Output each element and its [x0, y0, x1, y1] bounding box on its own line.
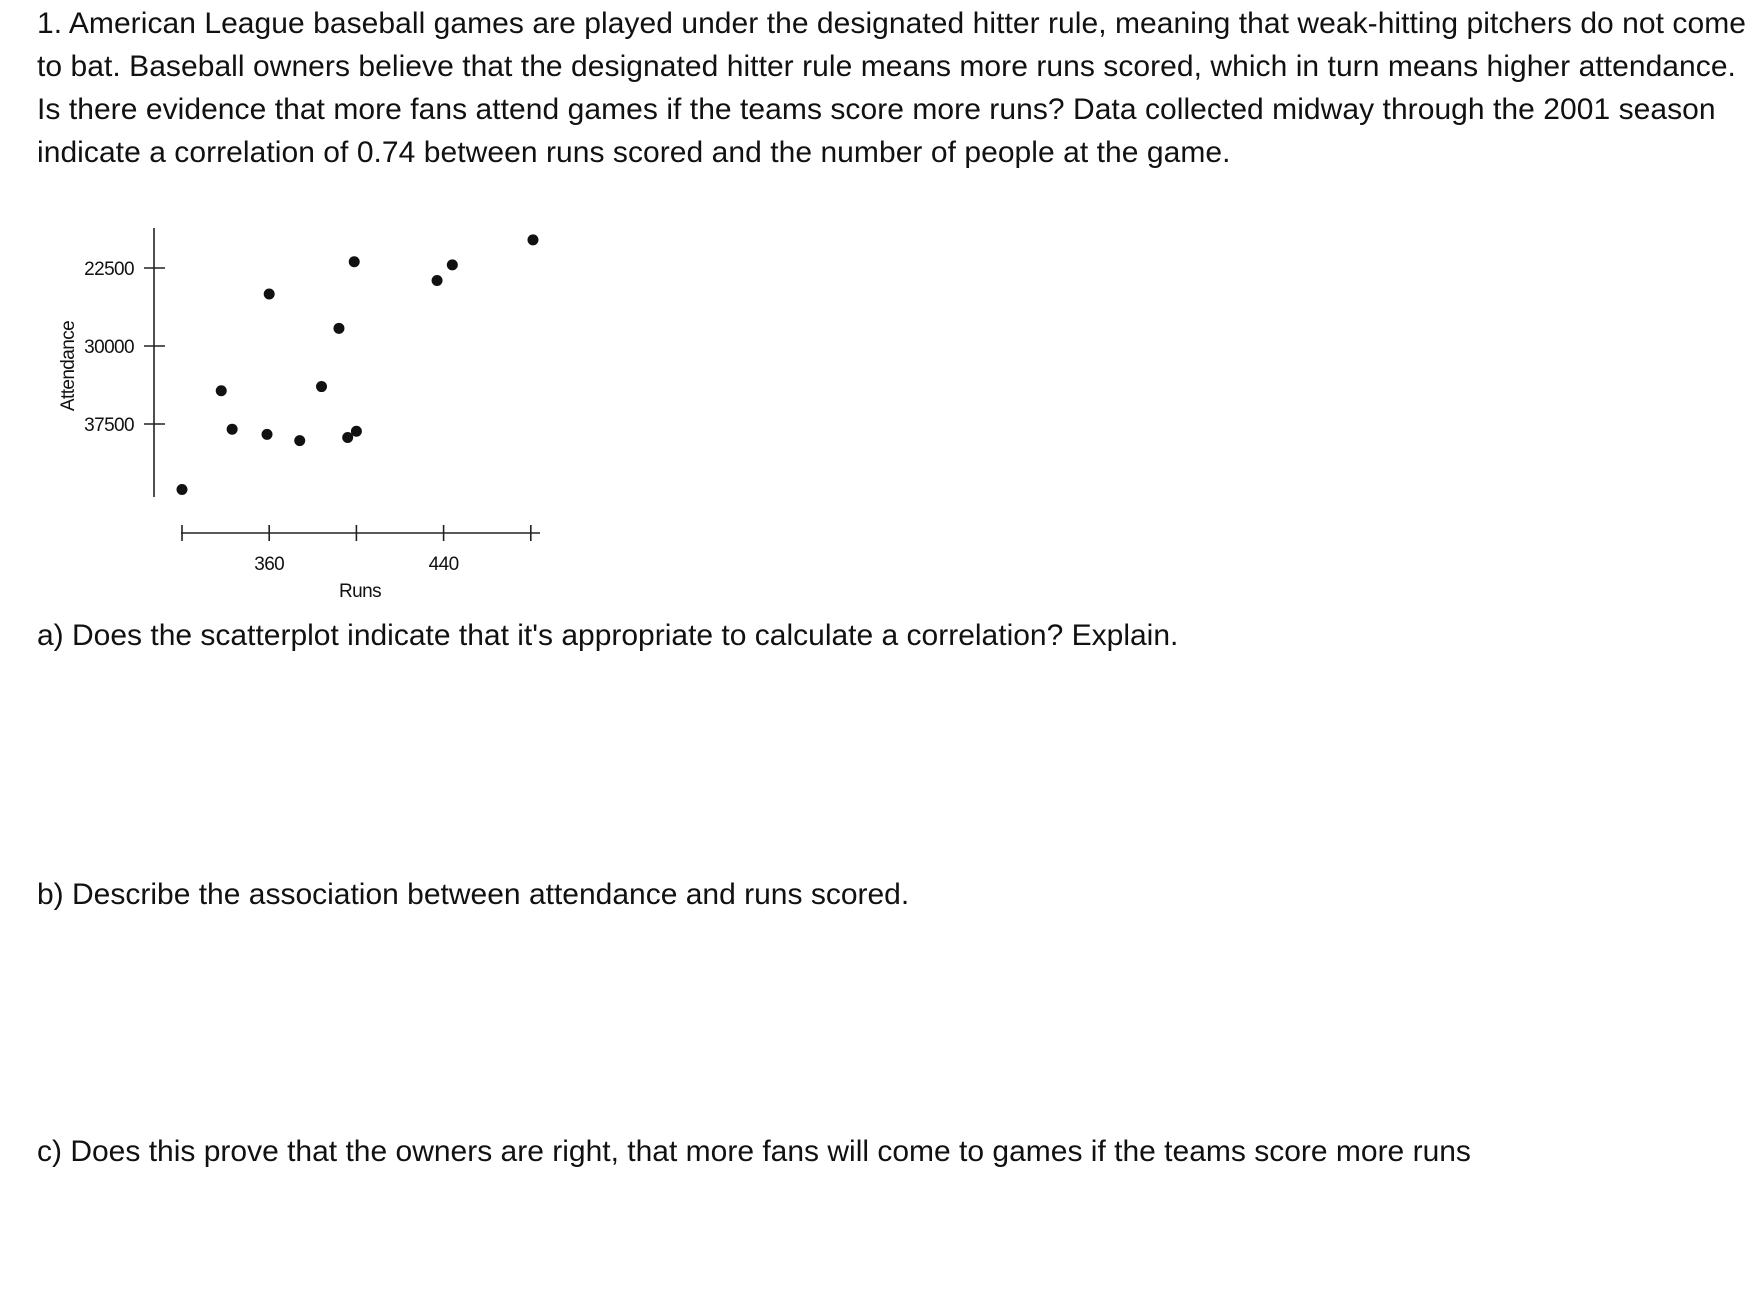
- axes: [84, 228, 540, 575]
- data-point: [333, 323, 344, 334]
- problem-statement: 1. American League baseball games are played under the designated hitter rule, meaning that weak-hitting pitchers do not come to bat. Baseball owners believe that the designated hitter rule means more runs scored, which in turn means higher attendance. Is there evidence that more fans attend games if the teams score more runs? Data collected midway through the 2001 season indicate a correlation of 0.74 between runs scored and the number of people at the game.: [37, 7, 1746, 169]
- data-point: [316, 381, 327, 392]
- data-point: [527, 234, 538, 245]
- question-c: c) Does this prove that the owners are right, that more fans will come to games if the teams score more runs: [37, 1135, 1471, 1168]
- x-tick-label: 360: [254, 554, 285, 575]
- data-point: [262, 429, 273, 440]
- y-tick-label: 30000: [84, 337, 134, 358]
- y-tick-label: 37500: [84, 415, 134, 436]
- data-point: [351, 426, 362, 437]
- y-axis-title: Attendance: [58, 320, 79, 412]
- question-a: a) Does the scatterplot indicate that it's appropriate to calculate a correlation? Explain.: [37, 619, 1179, 652]
- data-point: [447, 259, 458, 270]
- data-point: [349, 256, 360, 267]
- y-tick-label: 22500: [84, 259, 134, 280]
- scatterplot: [0, 0, 1755, 610]
- data-point: [432, 275, 443, 286]
- data-point: [177, 484, 188, 495]
- question-b: b) Describe the association between attendance and runs scored.: [37, 878, 910, 911]
- x-tick-label: 440: [428, 554, 459, 575]
- data-points: [177, 234, 539, 495]
- data-point: [294, 435, 305, 446]
- data-point: [264, 289, 275, 300]
- x-axis-title: Runs: [339, 581, 381, 602]
- data-point: [216, 385, 227, 396]
- data-point: [227, 424, 238, 435]
